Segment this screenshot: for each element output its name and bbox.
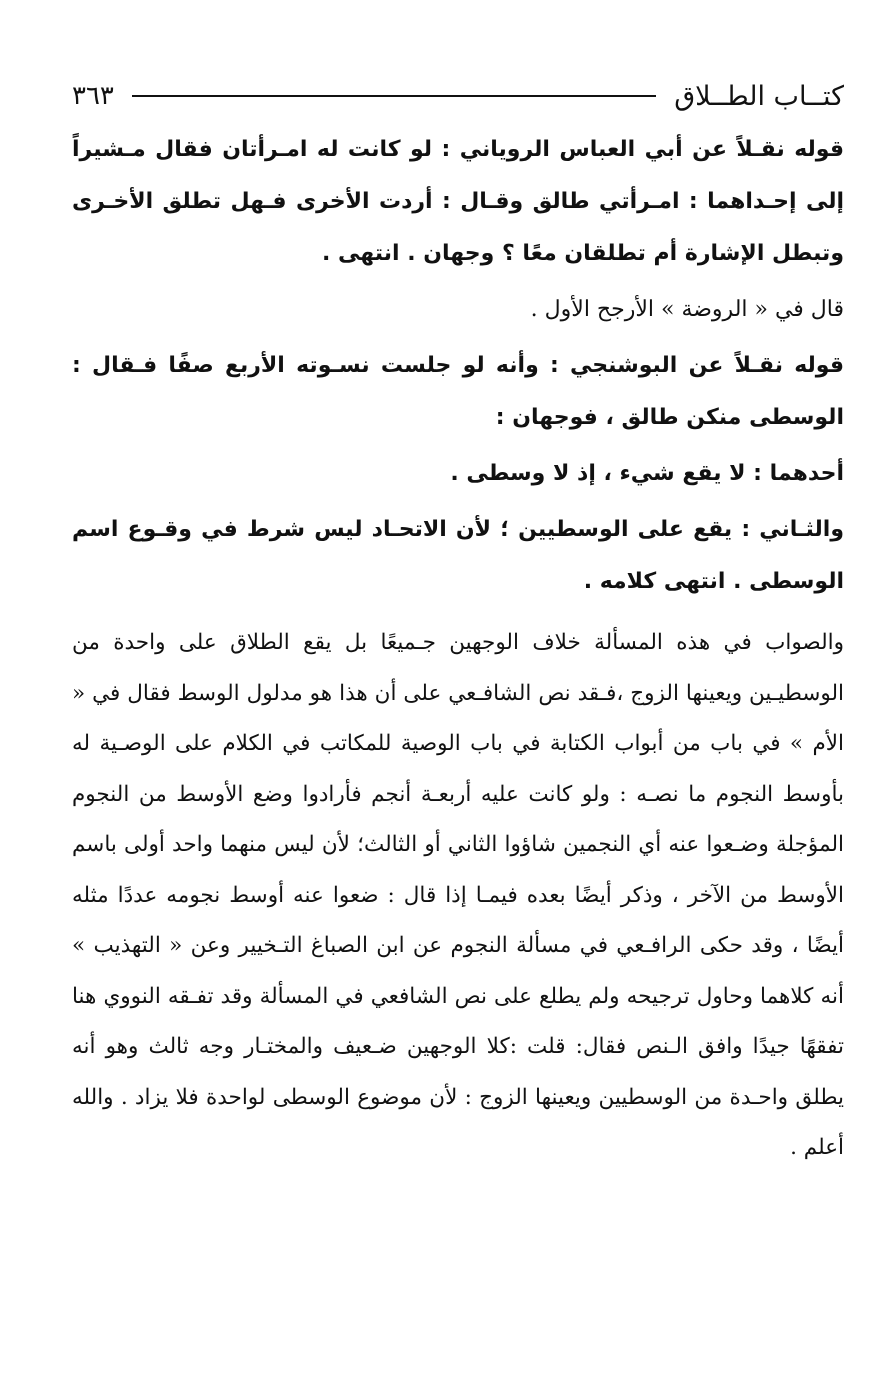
page-number: ٣٦٣ [72, 81, 114, 111]
commentary-paragraph: والصواب في هذه المسألة خلاف الوجهين جـميعًا بل يقع الطلاق على واحدة من الوسطيـين ويعينها الزوج ،فـقد نص الشافـعي على أن هذا هو مدلول الوسط فقال في « الأم » في باب من أبواب الكتابة في باب الوصية للمكاتب في الكلام على الوصـية له بأوسط النجوم ما نصـه : ولو كانت عليه أربعـة أنجم فأرادوا وضع الأوسط من النجوم المؤجلة وضـعوا عنه أي النجمين شاؤوا الثاني أو الثالث؛ لأن ليس منهما واحد أولى باسم الأوسط من الآخر ، وذكر أيضًا بعده فيمـا إذا قال : ضعوا عنه أوسط نجومه عددًا مثله أيضًا ، وقد حكى الرافـعي في مسألة النجوم عن ابن الصباغ التـخيير وعن « التهذيب » أنه كلاهما وحاول ترجيحه ولم يطلع على نص الشافعي في المسألة وقد تفـقه النووي هنا تفقهًا جيدًا وافق الـنص فقال: قلت :كلا الوجهين ضـعيف والمختـار وجه ثالث وهو أنه يطلق واحـدة من الوسطيين ويعينها الزوج : لأن موضوع الوسطى لواحدة فلا يزاد . والله أعلم . [72, 630, 844, 1160]
header-rule [132, 95, 656, 97]
running-header [72, 76, 844, 116]
first-opinion-paragraph: أحدهما : لا يقع شيء ، إذ لا وسطى . [450, 461, 844, 486]
second-opinion-paragraph: والثـاني : يقع على الوسطيين ؛ لأن الاتحـاد ليس شرط في وقـوع اسم الوسطى . انتهى كلامه . [72, 517, 844, 594]
quote-paragraph-bushanji: قوله نقـلاً عن البوشنجي : وأنه لو جلست نسـوته الأربع صفًا فـقال : الوسطى منكن طالق ، فوجهان : [72, 353, 844, 430]
book-page [72, 76, 844, 1174]
quote-paragraph-ruyani: قوله نقـلاً عن أبي العباس الروياني : لو كانت له امـرأتان فقال مـشيراً إلى إحـداهما : امـرأتي طالق وقـال : أردت الأخرى فـهل تطلق الأخـرى وتبطل الإشارة أم تطلقان معًا ؟ وجهان . انتهى . [72, 137, 844, 266]
rawda-note-paragraph: قال في « الروضة » الأرجح الأول . [530, 297, 844, 322]
book-title: كتــاب الطــلاق [674, 80, 844, 112]
